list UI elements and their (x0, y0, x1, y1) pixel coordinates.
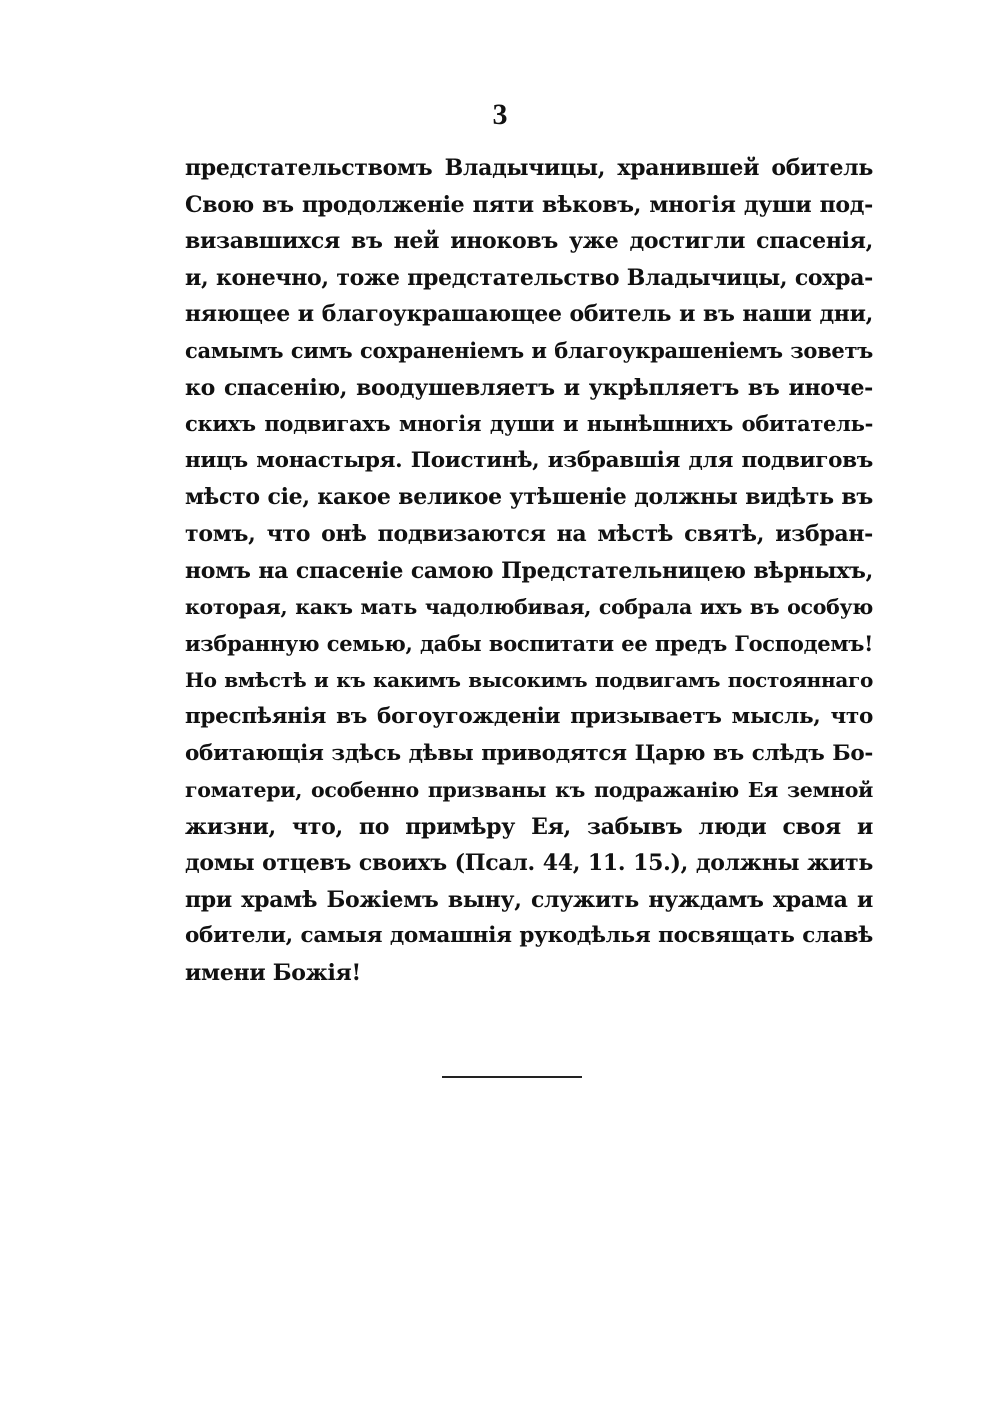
text-line: мѣсто сіе, какое великое утѣшеніе должны видѣть въ (185, 484, 873, 511)
text-line: и, конечно, тоже предстательство Владычицы, сохра- (185, 264, 873, 291)
text-line: преспѣянія въ богоугожденіи призываетъ мысль, что (185, 703, 873, 729)
text-line: скихъ подвигахъ многія души и нынѣшнихъ обитатель- (185, 411, 873, 437)
text-line: Но вмѣстѣ и къ какимъ высокимъ подвигамъ постояннаго (185, 668, 873, 693)
text-line: томъ, что онѣ подвизаются на мѣстѣ святѣ, избран- (185, 520, 873, 547)
text-line: обители, самыя домашнія рукодѣлья посвящать славѣ (185, 923, 873, 949)
text-line: ко спасенію, воодушевляетъ и укрѣпляетъ въ иноче- (185, 374, 873, 401)
page-number: 3 (492, 98, 508, 131)
text-line: жизни, что, по примѣру Ея, забывъ люди своя и (185, 813, 873, 840)
text-line: ницъ монастыря. Поистинѣ, избравшія для подвиговъ (185, 447, 873, 473)
text-line: обитающія здѣсь дѣвы приводятся Царю въ слѣдъ Бо- (185, 740, 873, 766)
text-line: предстательствомъ Владычицы, хранившей обитель (185, 155, 873, 181)
text-line: избранную семью, дабы воспитати ее предъ Господемъ! (185, 630, 873, 656)
text-line: номъ на спасеніе самою Предстательницею вѣрныхъ, (185, 557, 873, 584)
text-line: которая, какъ мать чадолюбивая, собрала ихъ въ особую (185, 595, 873, 620)
text-line: визавшихся въ ней иноковъ уже достигли спасенія, (185, 228, 873, 255)
section-divider (442, 1076, 582, 1078)
text-line: гоматери, особенно призваны къ подражанію Ея земной (185, 778, 873, 803)
text-line: няющее и благоукрашающее обитель и въ наши дни, (185, 301, 873, 328)
text-line: при храмѣ Божіемъ выну, служить нуждамъ храма и (185, 886, 873, 913)
text-line: имени Божія! (185, 960, 361, 987)
text-line: домы отцевъ своихъ (Псал. 44, 11. 15.), должны жить (185, 850, 873, 877)
text-line: Свою въ продолженіе пяти вѣковъ, многія души под- (185, 191, 873, 218)
text-line: самымъ симъ сохраненіемъ и благоукрашеніемъ зоветъ (185, 337, 873, 363)
body-text (185, 150, 873, 992)
